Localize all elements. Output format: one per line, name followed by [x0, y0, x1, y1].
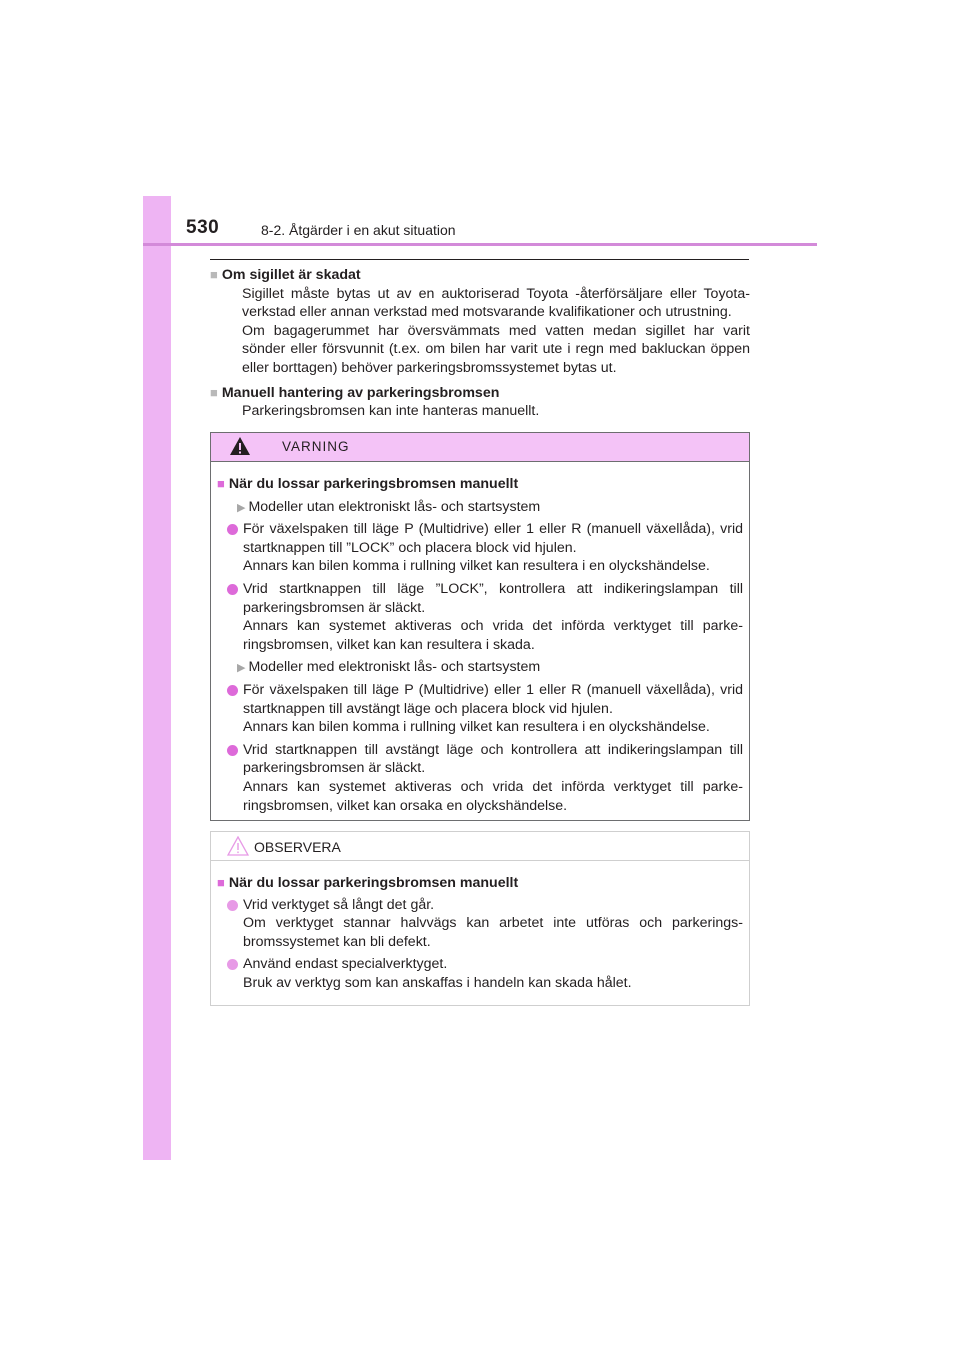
bullet-dot-icon [227, 745, 238, 756]
section-seal-damaged [210, 266, 750, 378]
paragraph: Parkeringsbromsen kan inte hanteras manuellt. [242, 403, 540, 420]
square-bullet-icon: ■ [210, 267, 218, 282]
paragraph: Om bagagerummet har översvämmats med vatten medan sigillet har varit sönder eller försvunnit (t.ex. om bilen har varit ute i regn med bakluckan öppen eller borttagen) behöver parkeringsbromssystemet bytas ut. [242, 322, 750, 376]
side-tab-band [143, 196, 171, 1160]
list-item: Vrid startknappen till avstängt läge och kontrollera att indikeringslampan till parkeringsbromsen är släckt. Annars kan systemet aktiveras och vrida det införda verktyget till parke-ringsbromsen, vilket kan orsaka en olyckshändelse. [217, 741, 743, 815]
notice-heading: När du lossar parkeringsbromsen manuellt [228, 875, 519, 891]
section-manual-parking-brake [210, 384, 750, 421]
arrow-right-icon: ▶ [237, 501, 246, 514]
model-label: Modeller utan elektroniskt lås- och startsystem [248, 498, 541, 515]
main-content [210, 266, 750, 427]
warning-header [211, 433, 749, 462]
square-bullet-icon: ■ [217, 476, 225, 491]
list-item: Vrid verktyget så långt det går. Om verktyget stannar halvvägs kan arbetet inte utföras och parkerings-bromssystemet kan bli defekt. [217, 896, 743, 952]
warning-label: VARNING [282, 439, 350, 454]
page-number: 530 [186, 217, 220, 238]
warning-triangle-icon [229, 436, 251, 456]
section-heading: Om sigillet är skadat [221, 267, 361, 283]
model-label: Modeller med elektroniskt lås- och startsystem [248, 659, 541, 676]
bullet-dot-icon [227, 959, 238, 970]
warning-heading: När du lossar parkeringsbromsen manuellt [228, 476, 519, 492]
arrow-right-icon: ▶ [237, 662, 246, 675]
bullet-dot-icon [227, 685, 238, 696]
notice-header [211, 832, 749, 861]
paragraph: Sigillet måste bytas ut av en auktoriserad Toyota -återförsäljare eller Toyota-verkstad eller annan verkstad med motsvarande kvalifikationer och utrustning. [242, 285, 750, 321]
bullet-dot-icon [227, 524, 238, 535]
caution-triangle-icon [227, 836, 249, 856]
section-heading: Manuell hantering av parkeringsbromsen [221, 384, 500, 401]
list-item: För växelspaken till läge P (Multidrive) eller 1 eller R (manuell växellåda), vrid startknappen till avstängt läge och placera block vid hjulen. Annars kan bilen komma i rullning vilket kan resultera i en olyckshändelse. [217, 681, 743, 737]
list-item: Vrid startknappen till läge ”LOCK”, kontrollera att indikeringslampan till parkeringsbromsen är släckt. Annars kan systemet aktiveras och vrida det införda verktyget till parke-ringsbromsen, vilket kan kan resultera i skada. [217, 580, 743, 654]
bullet-dot-icon [227, 900, 238, 911]
header-divider [143, 243, 817, 246]
square-bullet-icon: ■ [210, 384, 218, 400]
content-rule [210, 259, 749, 260]
square-bullet-icon: ■ [217, 875, 225, 890]
bullet-dot-icon [227, 584, 238, 595]
list-item: Använd endast specialverktyget. Bruk av verktyg som kan anskaffas i handeln kan skada hålet. [217, 955, 743, 992]
list-item: För växelspaken till läge P (Multidrive) eller 1 eller R (manuell växellåda), vrid startknappen till ”LOCK” och placera block vid hjulen. Annars kan bilen komma i rullning vilket kan resultera i en olyckshändelse. [217, 520, 743, 576]
section-title: 8-2. Åtgärder i en akut situation [261, 222, 456, 238]
warning-box [210, 432, 750, 821]
notice-label: OBSERVERA [254, 839, 341, 855]
notice-box [210, 831, 750, 1006]
